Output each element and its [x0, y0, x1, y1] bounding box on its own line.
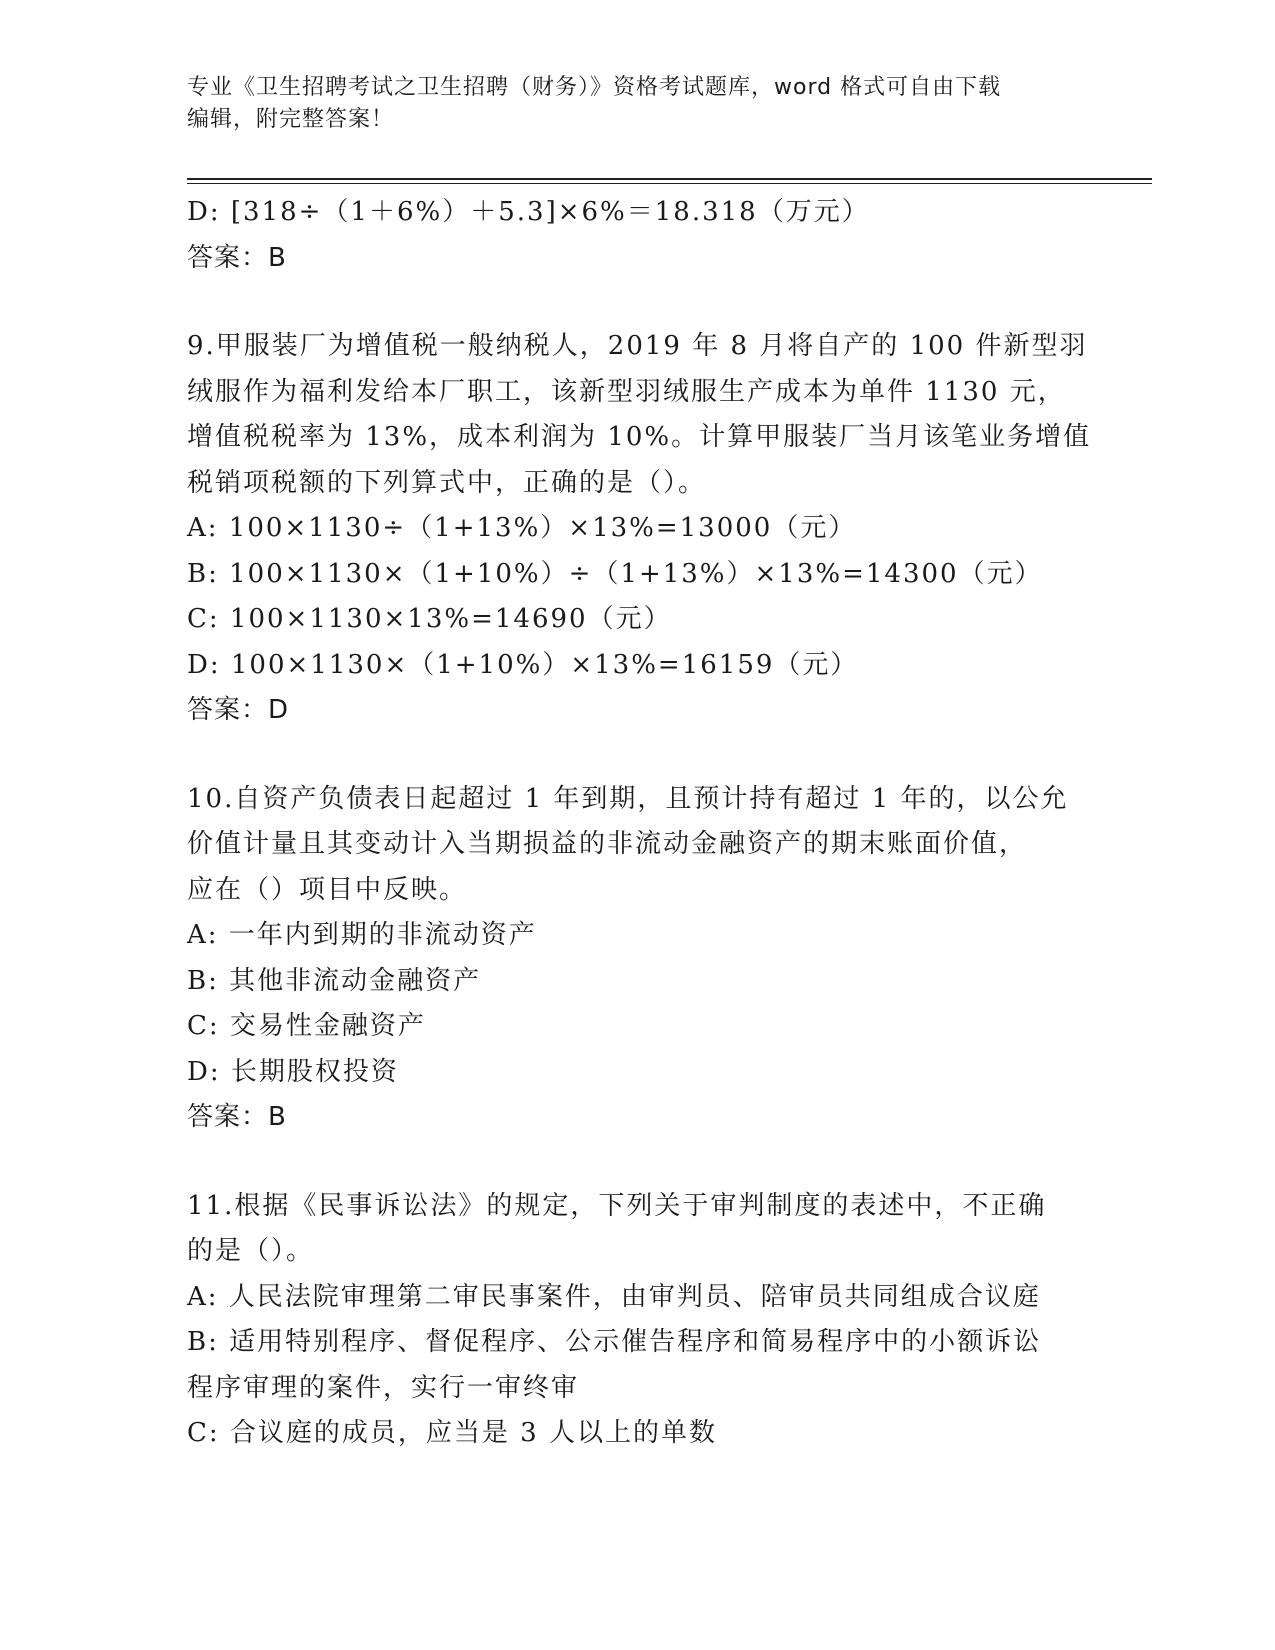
answer-line: 答案：B	[187, 1102, 287, 1132]
question-stem-line: 的是（）。	[187, 1236, 315, 1266]
option-d: D: [318÷（1＋6%）＋5.3]×6%＝18.318（万元）	[187, 197, 870, 227]
question-9	[187, 324, 1092, 734]
answer-line: 答案：B	[187, 242, 287, 273]
option-b: B: 其他非流动金融资产	[187, 965, 482, 996]
answer-line: 答案：D	[187, 695, 290, 725]
spacer	[187, 281, 1087, 324]
question-stem-line: 增值税税率为 13%，成本利润为 10%。计算甲服装厂当月该笔业务增值	[187, 422, 1092, 452]
question-content	[187, 190, 1092, 1457]
question-stem-line: 应在（）项目中反映。	[187, 874, 468, 905]
option-a: A: 人民法院审理第二审民事案件，由审判员、陪审员共同组成合议庭	[187, 1281, 1041, 1312]
option-c: C: 合议庭的成员，应当是 3 人以上的单数	[187, 1418, 717, 1448]
option-d: D: 100×1130×（1+10%）×13%=16159（元）	[187, 649, 859, 680]
question-stem-line: 税销项税额的下列算式中，正确的是（）。	[187, 467, 707, 498]
question-10	[187, 777, 1087, 1141]
option-c: C: 100×1130×13%=14690（元）	[187, 604, 672, 634]
question-8-tail	[187, 190, 1087, 281]
header-divider-thick	[187, 178, 1152, 180]
question-11	[187, 1184, 1087, 1457]
question-stem-line: 9.甲服装厂为增值税一般纳税人，2019 年 8 月将自产的 100 件新型羽	[187, 331, 1088, 361]
option-b-continued: 程序审理的案件，实行一审终审	[187, 1372, 580, 1403]
option-d: D: 长期股权投资	[187, 1056, 399, 1087]
question-stem-line: 绒服作为福利发给本厂职工，该新型羽绒服生产成本为单件 1130 元，	[187, 376, 1066, 407]
spacer	[187, 734, 1087, 777]
spacer	[187, 1141, 1087, 1184]
question-stem-line: 10.自资产负债表日起超过 1 年到期，且预计持有超过 1 年的，以公允	[187, 783, 1069, 814]
header-line-1: 专业《卫生招聘考试之卫生招聘（财务）》资格考试题库，word 格式可自由下载	[187, 75, 1002, 100]
option-b: B: 100×1130×（1+10%）÷（1+13%）×13%=14300（元）	[187, 558, 1043, 589]
question-stem-line: 价值计量且其变动计入当期损益的非流动金融资产的期末账面价值，	[187, 829, 1028, 859]
header-line-2: 编辑，附完整答案！	[187, 107, 395, 132]
question-stem-line: 11.根据《民事诉讼法》的规定，下列关于审判制度的表述中，不正确	[187, 1190, 1047, 1221]
header-divider-thin	[187, 183, 1152, 184]
option-a: A: 一年内到期的非流动资产	[187, 920, 537, 950]
option-c: C: 交易性金融资产	[187, 1011, 426, 1041]
option-a: A: 100×1130÷（1+13%）×13%=13000（元）	[187, 513, 857, 543]
page-header	[187, 72, 1077, 136]
option-b: B: 适用特别程序、督促程序、公示催告程序和简易程序中的小额诉讼	[187, 1327, 1042, 1357]
